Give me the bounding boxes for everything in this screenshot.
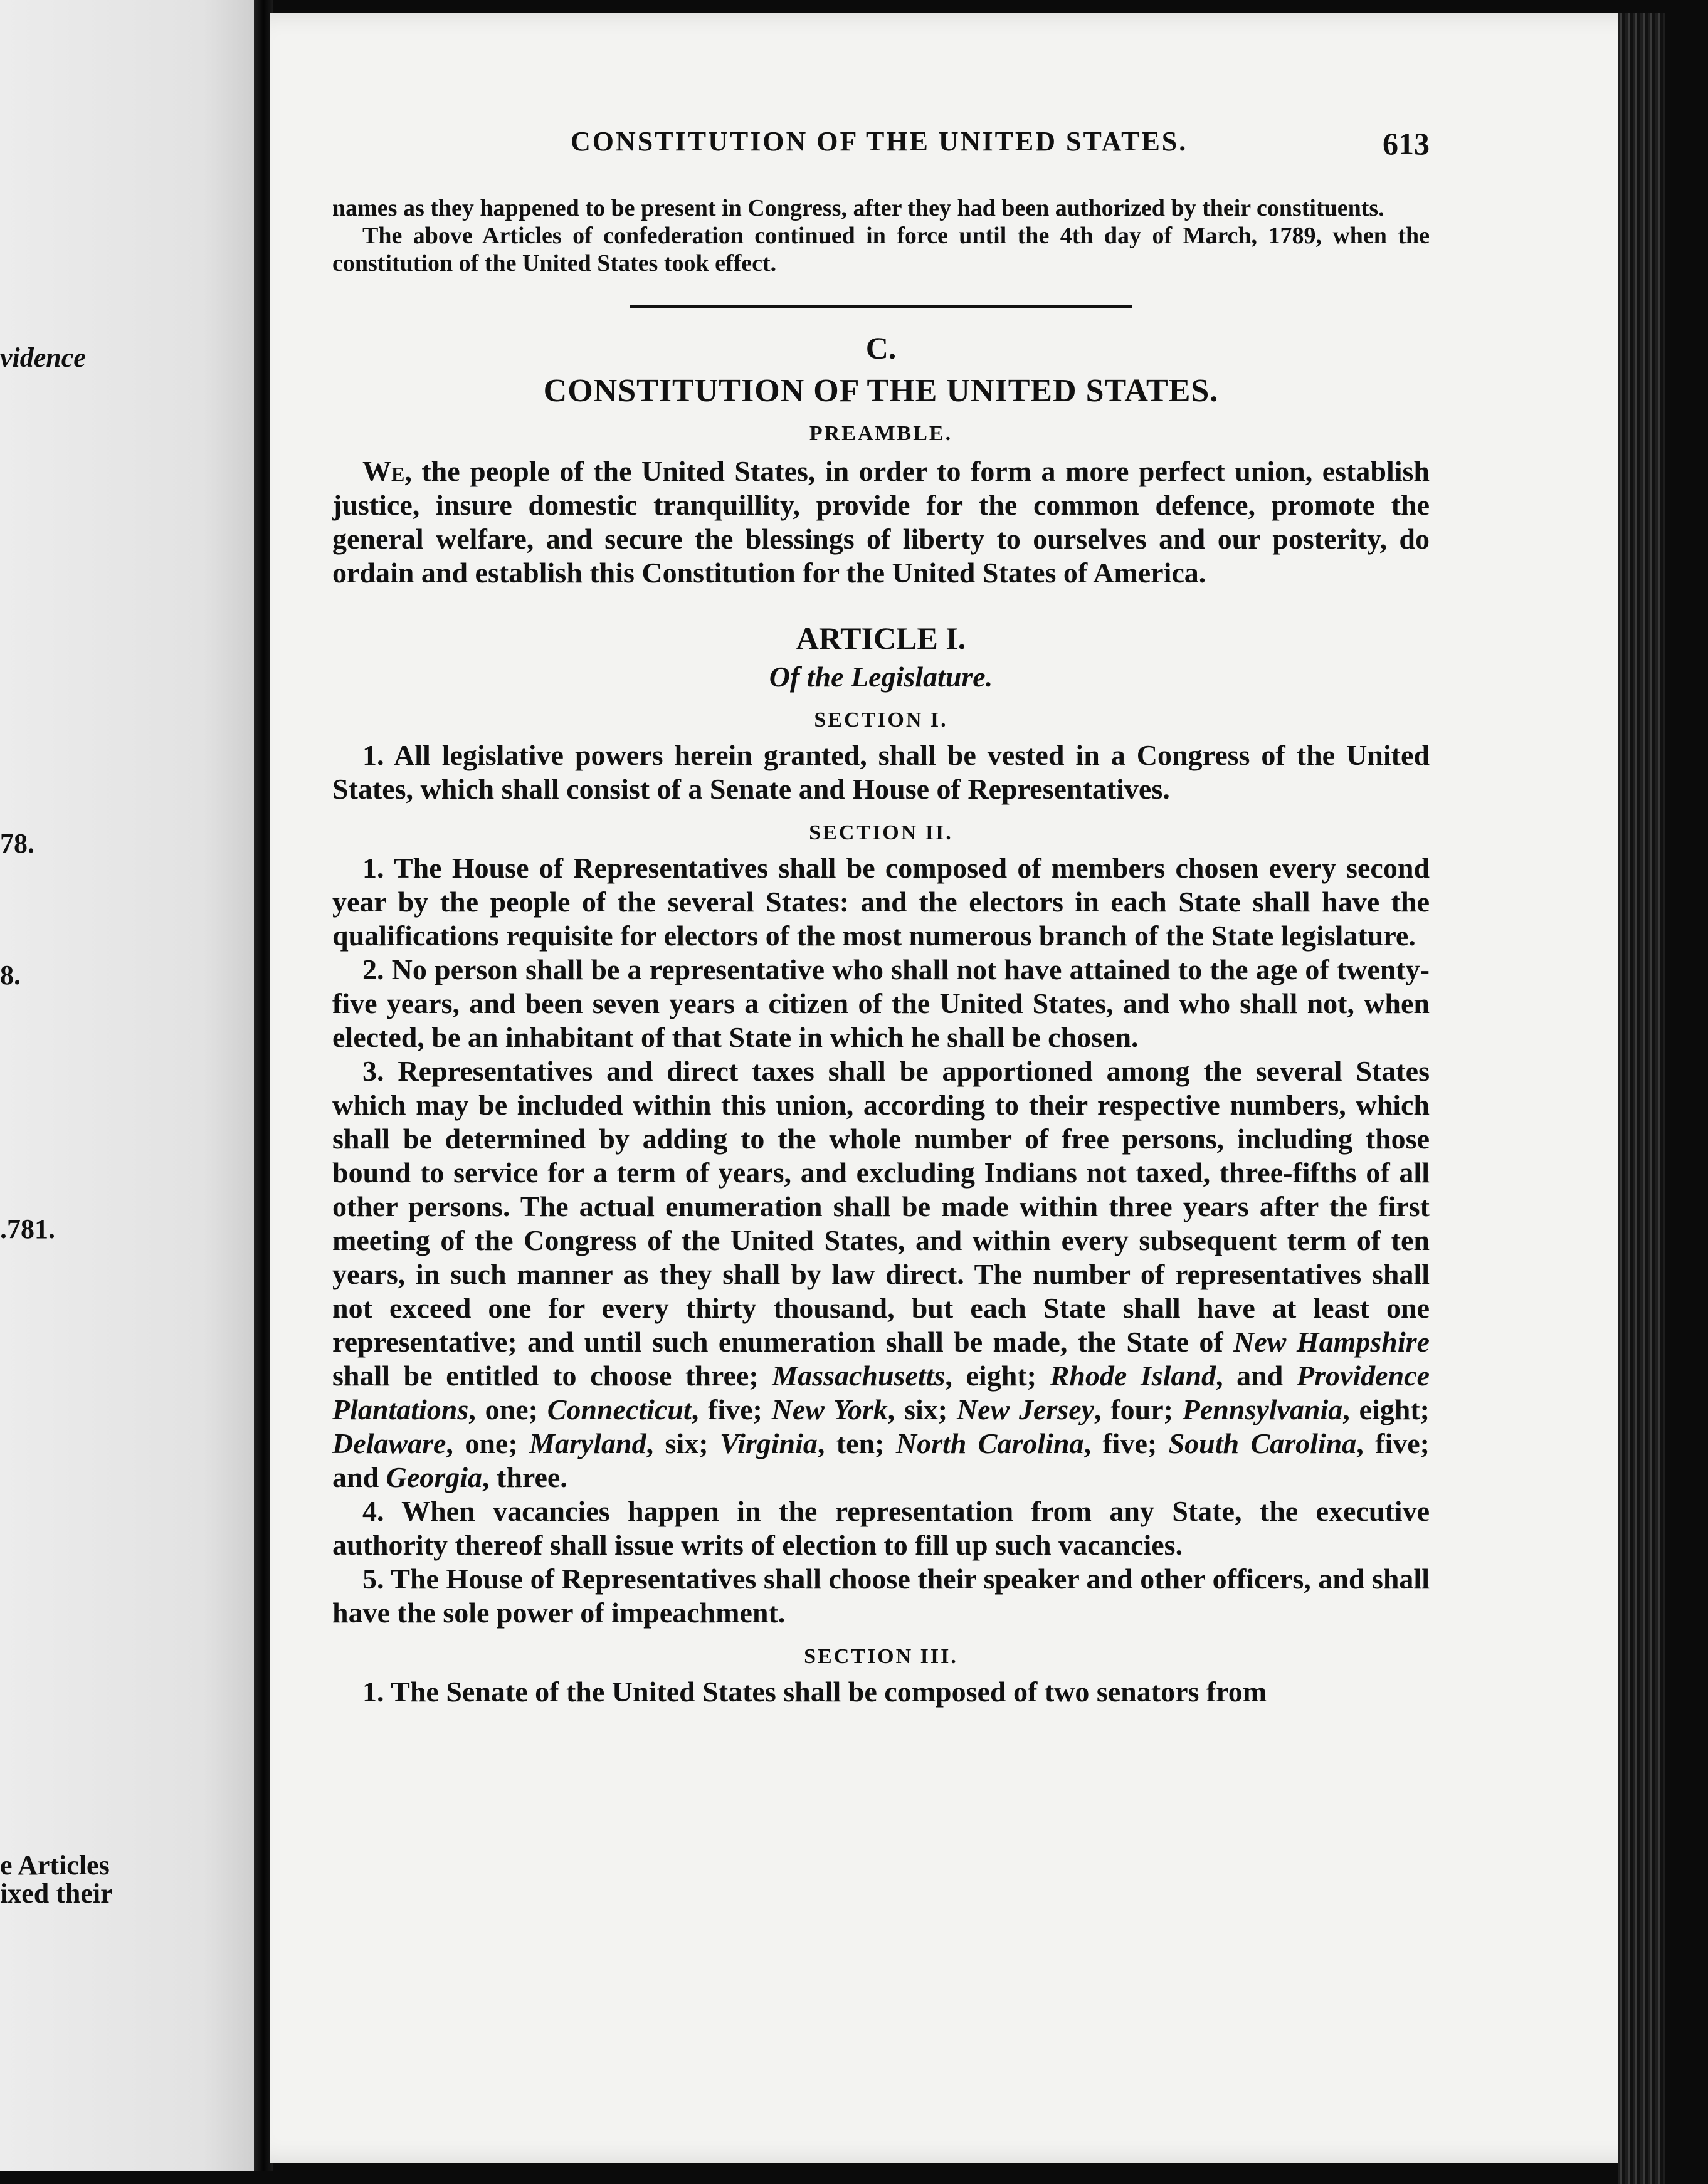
state-allocation: , one;	[446, 1427, 530, 1459]
apportionment-paragraph	[332, 1054, 1430, 1494]
clause-paragraph: 1. The Senate of the United States shall be composed of two senators from	[362, 1676, 1267, 1708]
clause-paragraph: 1. The House of Representatives shall be composed of members chosen every second year by the people of the several States: and the electors in each State shall have the qualifications requisite for electors of the most numerous branch of the State legislature.	[332, 852, 1430, 952]
section-heading: SECTION I.	[814, 708, 948, 732]
state-allocation: , six;	[646, 1427, 720, 1459]
article-subtitle: Of the Legislature.	[769, 661, 993, 693]
state-name: Maryland	[529, 1427, 646, 1459]
state-allocation: , eight;	[945, 1360, 1050, 1392]
state-allocation: , five;	[1083, 1427, 1169, 1459]
clause-paragraph: 5. The House of Representatives shall choose their speaker and other officers, and shall have the sole power of impeachment.	[332, 1563, 1430, 1629]
state-name: New York	[771, 1394, 888, 1425]
preamble-first-word: We	[362, 455, 405, 487]
previous-page-fragment: vidence	[0, 342, 86, 373]
preamble-heading: PREAMBLE.	[809, 422, 953, 445]
state-name: Rhode Island	[1050, 1360, 1216, 1392]
appendix-letter: C.	[865, 330, 897, 365]
state-name: South Carolina	[1168, 1427, 1357, 1459]
state-name: Virginia	[719, 1427, 818, 1459]
intro-paragraph: The above Articles of confederation continued in force until the 4th day of March, 1789, when the constitution of the United States took effect.	[332, 223, 1430, 276]
state-name: North Carolina	[895, 1427, 1084, 1459]
state-allocation: , and	[1216, 1360, 1297, 1392]
section-heading: SECTION II.	[809, 821, 953, 844]
section-heading: SECTION III.	[804, 1645, 958, 1668]
state-name: Georgia	[386, 1461, 482, 1493]
clause-paragraph: 4. When vacancies happen in the representation from any State, the executive authority thereof shall issue writs of election to fill up such vacancies.	[332, 1495, 1430, 1561]
article-title: ARTICLE I.	[796, 621, 966, 656]
running-head	[332, 125, 1430, 169]
state-allocation: , eight;	[1342, 1394, 1430, 1425]
apportionment-text: 3. Representatives and direct taxes shall be apportioned among the several States which may be included within this union, according to their respective numbers, which shall be determined by adding to the whole number of free persons, including those bound to service for a term of years, and excluding Indians not taxed, three-fifths of all other persons. The actual enumeration shall be made within three years after the first meeting of the Congress of the United States, and within every subsequent term of ten years, in such manner as they shall by law direct. The number of representatives shall not exceed one for every thirty thousand, but each State shall have at least one representative; and until such enumeration shall be made, the State of	[332, 1055, 1430, 1358]
state-name: Connecticut	[547, 1394, 692, 1425]
previous-page-fragment: 78.	[0, 828, 34, 859]
section-divider	[630, 305, 1132, 308]
page-number: 613	[1383, 126, 1430, 161]
state-name: Massachusetts	[772, 1360, 946, 1392]
state-allocation: , six;	[887, 1394, 957, 1425]
state-allocation: , one;	[468, 1394, 547, 1425]
state-allocation: shall be entitled to choose three;	[332, 1360, 772, 1392]
document-title: CONSTITUTION OF THE UNITED STATES.	[543, 373, 1219, 409]
state-allocation: , five;	[691, 1394, 772, 1425]
state-name: New Jersey	[956, 1394, 1095, 1425]
state-allocation: , four;	[1094, 1394, 1183, 1425]
state-name: New Hampshire	[1233, 1326, 1430, 1358]
preamble-text	[332, 454, 1430, 590]
page-stack-edge	[1618, 13, 1665, 2184]
state-name: Providence Plantations	[332, 1360, 1430, 1425]
preamble-body: , the people of the United States, in order to form a more perfect union, establish justice, insure domestic tranquillity, provide for the common defence, promote the general welfare, and secure the blessings of liberty to ourselves and our posterity, do ordain and establish this Constitution for the United States of America.	[332, 455, 1430, 589]
previous-page	[0, 0, 254, 2171]
state-name: Pennsylvania	[1182, 1394, 1343, 1425]
intro-paragraph: names as they happened to be present in Congress, after they had been authorized by their constituents.	[332, 195, 1384, 221]
previous-page-fragment: .781.	[0, 1214, 55, 1244]
state-name: Delaware	[332, 1427, 446, 1459]
previous-page-fragment: ixed their	[0, 1878, 113, 1909]
previous-page-fragment: 8.	[0, 960, 21, 990]
clause-paragraph: 1. All legislative powers herein granted, shall be vested in a Congress of the United States, which shall consist of a Senate and House of Representatives.	[332, 739, 1430, 805]
state-allocation: , five; and	[332, 1427, 1430, 1493]
running-title: CONSTITUTION OF THE UNITED STATES.	[571, 126, 1188, 157]
state-allocation: , ten;	[817, 1427, 896, 1459]
previous-page-fragment: e Articles	[0, 1850, 110, 1881]
clause-paragraph: 2. No person shall be a representative who shall not have attained to the age of twenty-five years, and been seven years a citizen of the United States, and who shall not, when elected, be an inhabitant of that State in which he shall be chosen.	[332, 953, 1430, 1053]
page-content	[332, 125, 1430, 1709]
state-allocation: , three.	[482, 1461, 567, 1493]
